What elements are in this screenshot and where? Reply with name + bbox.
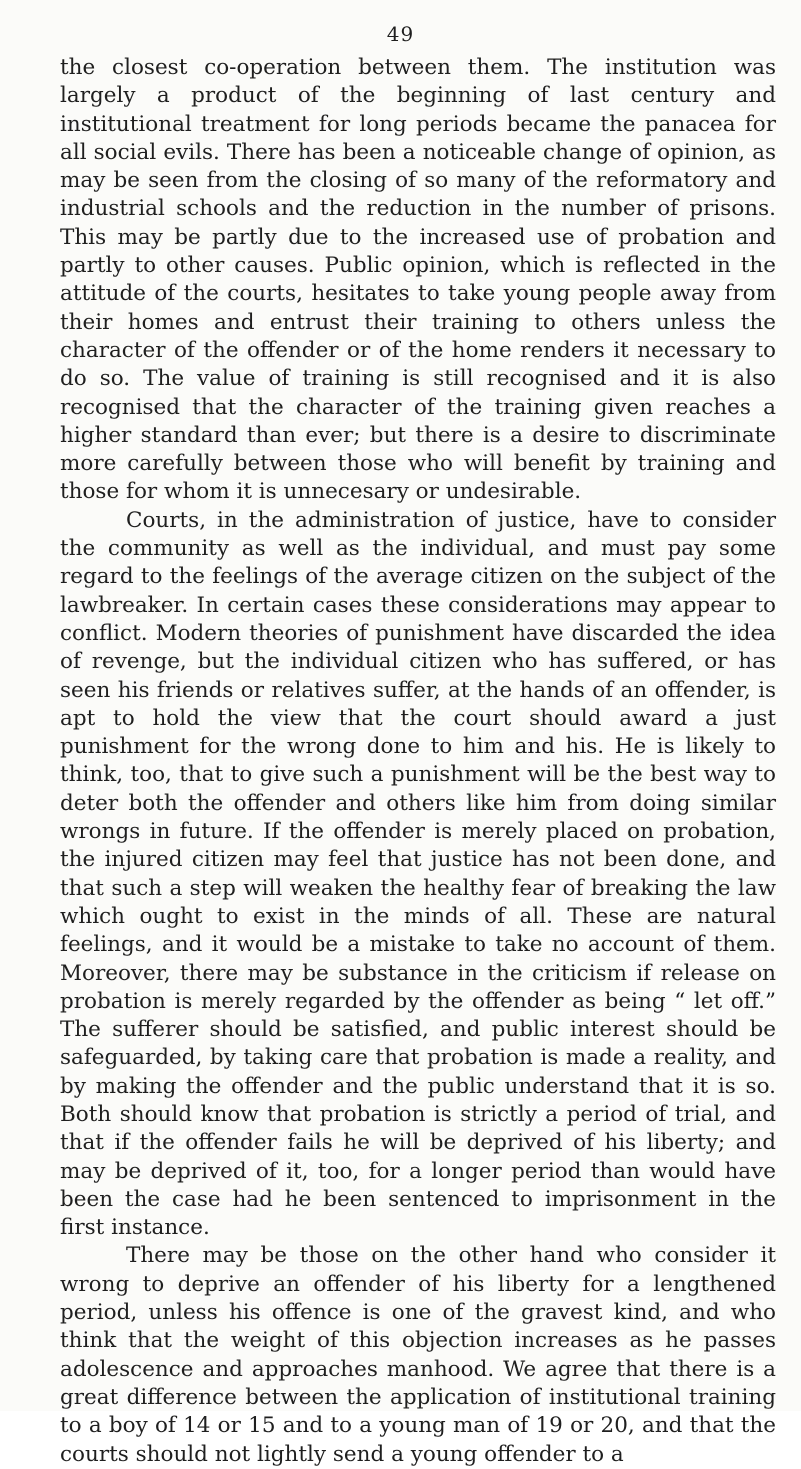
paragraph-other-hand: There may be those on the other hand who consider it wrong to deprive an offender of his liberty for a lengthened period, unless his offence is one of the gravest kind, and who think that the weight of this objection increases as he passes adolescence and approaches manhood. We agree that there is a great difference between the application of institutional training to a boy of 14 or 15 and to a young man of 19 or 20, and that the courts should not lightly send a young offender to a (60, 1243, 776, 1467)
page-number: 49 (386, 22, 415, 46)
paragraph-institutions: the closest co-operation between them. The institution was largely a product of the beginning of last century and institutional treatment for long periods became the panacea for all social evils. There has been a noticeable change of opinion, as may be seen from the closing of so many of the reformatory and industrial schools and the reduction in the number of prisons. This may be partly due to the increased use of probation and partly to other causes. Public opinion, which is reflected in the attitude of the courts, hesitates to take young people away from their homes and entrust their training to others unless the character of the offender or of the home renders it necessary to do so. The value of training is still recognised and it is also recognised that the character of the training given reaches a higher standard than ever; but there is a desire to discriminate more carefully between those who will benefit by training and those for whom it is unnecesary or undesirable. (60, 55, 776, 505)
body-text (60, 54, 776, 1469)
paragraph-courts: Courts, in the administration of justice, have to consider the community as well as the individual, and must pay some regard to the feelings of the average citizen on the subject of the lawbreaker. In certain cases these considerations may appear to conflict. Modern theories of punishment have discarded the idea of revenge, but the individual citizen who has suffered, or has seen his friends or relatives suffer, at the hands of an offender, is apt to hold the view that the court should award a just punishment for the wrong done to him and his. He is likely to think, too, that to give such a punishment will be the best way to deter both the offender and others like him from doing similar wrongs in future. If the offender is merely placed on probation, the injured citizen may feel that justice has not been done, and that such a step will weaken the healthy fear of breaking the law which ought to exist in the minds of all. These are natural feelings, and it would be a mistake to take no account of them. Moreover, there may be substance in the criticism if release on probation is merely regarded by the offender as being “ let off.” The sufferer should be satisfied, and public interest should be safeguarded, by taking care that probation is made a reality, and by making the offender and the public understand that it is so. Both should know that probation is strictly a period of trial, and that if the offender fails he will be deprived of his liberty; and may be deprived of it, too, for a longer period than would have been the case had he been sentenced to imprisonment in the first instance. (60, 507, 776, 1241)
